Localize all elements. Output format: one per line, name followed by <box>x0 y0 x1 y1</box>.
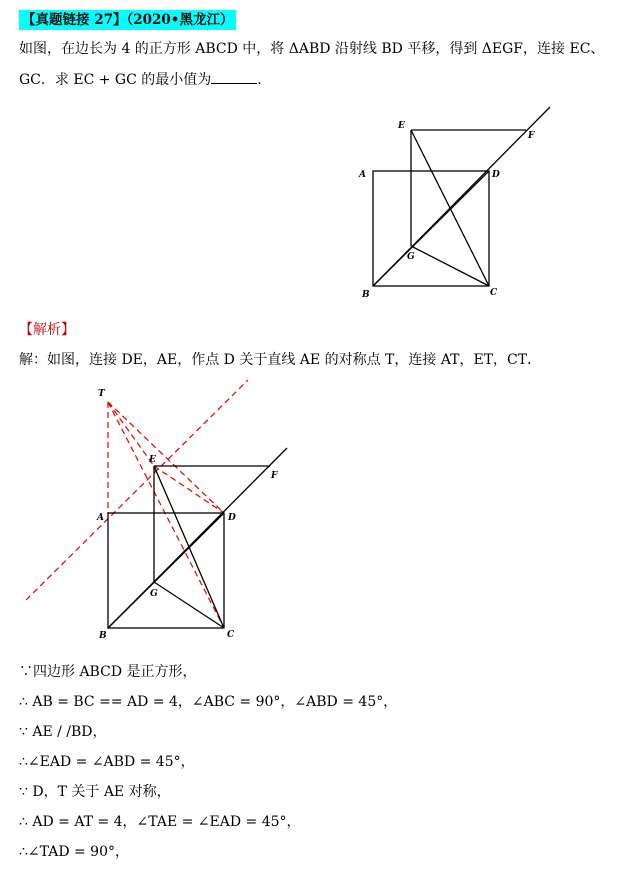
label-e: E <box>398 121 405 131</box>
solution-step-6: ∴ AD = AT = 4，∠TAE = ∠EAD = 45°， <box>19 814 301 830</box>
label-g-2: G <box>150 589 158 599</box>
problem-line-2-text: GC．求 EC + GC 的最小值为 <box>19 72 212 88</box>
label-a-2: A <box>97 513 104 523</box>
label-e-2: E <box>149 455 156 465</box>
dashed-line-ae <box>26 380 248 600</box>
solution-step-4: ∴∠EAD = ∠ABD = 45°， <box>19 754 195 770</box>
solution-step-1: ∵四边形 ABCD 是正方形， <box>19 664 197 680</box>
solution-step-2: ∴ AB = BC == AD = 4，∠ABC = 90°，∠ABD = 45°， <box>19 694 398 710</box>
diag-ac-2 <box>108 513 224 628</box>
solution-intro: 解：如图，连接 DE，AE，作点 D 关于直线 AE 的对称点 T，连接 AT，ET，CT． <box>19 352 542 368</box>
label-f: F <box>528 131 535 141</box>
label-b: B <box>362 290 370 300</box>
segment-ec <box>411 130 489 286</box>
label-c: C <box>490 288 498 298</box>
dashed-tc <box>108 402 224 628</box>
problem-title: 【真题链接 27】（2020•黑龙江） <box>19 10 236 30</box>
figure-1 <box>0 0 636 310</box>
label-d-2: D <box>228 513 236 523</box>
figure-2 <box>0 370 636 645</box>
solution-step-3: ∵ AE / /BD， <box>19 724 107 740</box>
label-a: A <box>359 170 366 180</box>
label-b-2: B <box>99 631 107 641</box>
solution-step-7: ∴∠TAD = 90°， <box>19 844 129 860</box>
diag-ac <box>373 171 489 286</box>
solution-heading: 【解析】 <box>19 322 75 338</box>
label-t-2: T <box>98 389 105 399</box>
label-g: G <box>407 252 415 262</box>
label-c-2: C <box>227 630 235 640</box>
solution-step-5: ∵ D，T 关于 AE 对称， <box>19 784 171 800</box>
segment-ec-2 <box>154 466 224 628</box>
dashed-te <box>108 402 154 466</box>
dashed-td <box>108 402 224 513</box>
label-f-2: F <box>271 471 278 481</box>
problem-line-1: 如图，在边长为 4 的正方形 ABCD 中，将 ΔABD 沿射线 BD 平移，得到 ΔEGF，连接 EC、 <box>19 41 605 57</box>
label-d: D <box>492 170 500 180</box>
problem-line-2-end: ． <box>257 72 272 88</box>
segment-gc <box>411 246 489 286</box>
